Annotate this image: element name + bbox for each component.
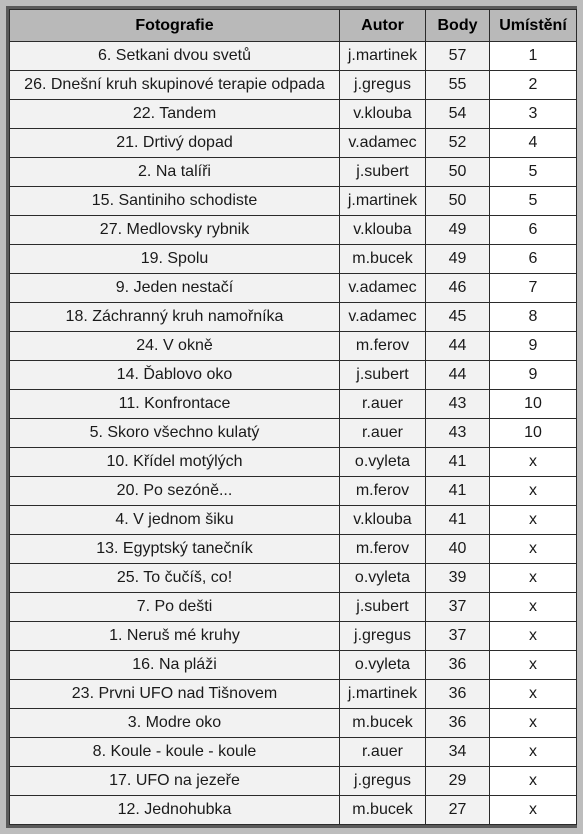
table-row bbox=[10, 767, 577, 796]
photo-cell: 24. V okně bbox=[10, 332, 340, 361]
header-row bbox=[10, 10, 577, 42]
photo-cell: 17. UFO na jezeře bbox=[10, 767, 340, 796]
photo-cell: 25. To čučíš, co! bbox=[10, 564, 340, 593]
points-cell: 57 bbox=[426, 42, 490, 71]
photo-cell: 22. Tandem bbox=[10, 100, 340, 129]
photo-cell: 16. Na pláži bbox=[10, 651, 340, 680]
photo-cell: 23. Prvni UFO nad Tišnovem bbox=[10, 680, 340, 709]
author-cell: j.gregus bbox=[340, 767, 426, 796]
place-cell: x bbox=[490, 593, 577, 622]
points-cell: 52 bbox=[426, 129, 490, 158]
photo-cell: 4. V jednom šiku bbox=[10, 506, 340, 535]
table-row bbox=[10, 71, 577, 100]
table-row bbox=[10, 419, 577, 448]
table-body bbox=[10, 42, 577, 825]
points-cell: 43 bbox=[426, 390, 490, 419]
photo-cell: 11. Konfrontace bbox=[10, 390, 340, 419]
table-row bbox=[10, 245, 577, 274]
results-table bbox=[9, 9, 577, 825]
points-cell: 39 bbox=[426, 564, 490, 593]
points-cell: 49 bbox=[426, 245, 490, 274]
photo-cell: 3. Modre oko bbox=[10, 709, 340, 738]
author-cell: m.ferov bbox=[340, 332, 426, 361]
table-row bbox=[10, 361, 577, 390]
place-cell: 4 bbox=[490, 129, 577, 158]
place-cell: x bbox=[490, 651, 577, 680]
points-cell: 45 bbox=[426, 303, 490, 332]
place-cell: x bbox=[490, 477, 577, 506]
place-cell: 9 bbox=[490, 332, 577, 361]
photo-cell: 5. Skoro všechno kulatý bbox=[10, 419, 340, 448]
author-cell: j.martinek bbox=[340, 680, 426, 709]
points-cell: 36 bbox=[426, 709, 490, 738]
author-cell: m.bucek bbox=[340, 245, 426, 274]
author-cell: j.subert bbox=[340, 593, 426, 622]
place-cell: 8 bbox=[490, 303, 577, 332]
author-cell: v.adamec bbox=[340, 129, 426, 158]
place-cell: x bbox=[490, 796, 577, 825]
table-row bbox=[10, 709, 577, 738]
photo-cell: 12. Jednohubka bbox=[10, 796, 340, 825]
photo-cell: 9. Jeden nestačí bbox=[10, 274, 340, 303]
place-cell: 1 bbox=[490, 42, 577, 71]
points-cell: 55 bbox=[426, 71, 490, 100]
author-cell: v.adamec bbox=[340, 303, 426, 332]
author-cell: o.vyleta bbox=[340, 448, 426, 477]
photo-cell: 14. Ďablovo oko bbox=[10, 361, 340, 390]
photo-cell: 7. Po dešti bbox=[10, 593, 340, 622]
table-row bbox=[10, 477, 577, 506]
table-row bbox=[10, 158, 577, 187]
table-row bbox=[10, 506, 577, 535]
points-cell: 50 bbox=[426, 158, 490, 187]
author-cell: m.bucek bbox=[340, 796, 426, 825]
table-row bbox=[10, 535, 577, 564]
author-cell: j.subert bbox=[340, 158, 426, 187]
points-cell: 44 bbox=[426, 361, 490, 390]
table-row bbox=[10, 680, 577, 709]
points-cell: 41 bbox=[426, 448, 490, 477]
points-cell: 43 bbox=[426, 419, 490, 448]
points-cell: 40 bbox=[426, 535, 490, 564]
place-cell: x bbox=[490, 709, 577, 738]
photo-cell: 2. Na talíři bbox=[10, 158, 340, 187]
photo-cell: 27. Medlovsky rybnik bbox=[10, 216, 340, 245]
points-cell: 49 bbox=[426, 216, 490, 245]
author-cell: r.auer bbox=[340, 390, 426, 419]
author-cell: m.ferov bbox=[340, 535, 426, 564]
place-cell: x bbox=[490, 680, 577, 709]
place-cell: 5 bbox=[490, 187, 577, 216]
author-cell: o.vyleta bbox=[340, 564, 426, 593]
table-row bbox=[10, 216, 577, 245]
place-cell: 5 bbox=[490, 158, 577, 187]
photo-cell: 18. Záchranný kruh namořníka bbox=[10, 303, 340, 332]
table-row bbox=[10, 651, 577, 680]
points-cell: 37 bbox=[426, 622, 490, 651]
photo-cell: 26. Dnešní kruh skupinové terapie odpada bbox=[10, 71, 340, 100]
column-header-photo: Fotografie bbox=[10, 10, 340, 42]
table-row bbox=[10, 129, 577, 158]
place-cell: 6 bbox=[490, 216, 577, 245]
place-cell: 2 bbox=[490, 71, 577, 100]
photo-cell: 13. Egyptský tanečník bbox=[10, 535, 340, 564]
photo-cell: 21. Drtivý dopad bbox=[10, 129, 340, 158]
author-cell: j.martinek bbox=[340, 42, 426, 71]
place-cell: 6 bbox=[490, 245, 577, 274]
photo-cell: 20. Po sezóně... bbox=[10, 477, 340, 506]
author-cell: r.auer bbox=[340, 738, 426, 767]
table-header bbox=[10, 10, 577, 42]
place-cell: x bbox=[490, 564, 577, 593]
points-cell: 34 bbox=[426, 738, 490, 767]
table-row bbox=[10, 274, 577, 303]
author-cell: v.klouba bbox=[340, 100, 426, 129]
table-row bbox=[10, 448, 577, 477]
author-cell: r.auer bbox=[340, 419, 426, 448]
photo-cell: 6. Setkani dvou svetů bbox=[10, 42, 340, 71]
points-cell: 46 bbox=[426, 274, 490, 303]
place-cell: x bbox=[490, 535, 577, 564]
place-cell: x bbox=[490, 448, 577, 477]
place-cell: x bbox=[490, 738, 577, 767]
author-cell: j.gregus bbox=[340, 71, 426, 100]
table-row bbox=[10, 332, 577, 361]
table-row bbox=[10, 100, 577, 129]
author-cell: j.subert bbox=[340, 361, 426, 390]
column-header-place: Umístění bbox=[490, 10, 577, 42]
table-row bbox=[10, 390, 577, 419]
table-row bbox=[10, 187, 577, 216]
table-row bbox=[10, 593, 577, 622]
points-cell: 36 bbox=[426, 651, 490, 680]
table-row bbox=[10, 796, 577, 825]
points-cell: 44 bbox=[426, 332, 490, 361]
place-cell: 9 bbox=[490, 361, 577, 390]
table-row bbox=[10, 564, 577, 593]
points-cell: 50 bbox=[426, 187, 490, 216]
table-row bbox=[10, 303, 577, 332]
place-cell: 3 bbox=[490, 100, 577, 129]
points-cell: 41 bbox=[426, 506, 490, 535]
table-row bbox=[10, 738, 577, 767]
place-cell: x bbox=[490, 622, 577, 651]
author-cell: j.martinek bbox=[340, 187, 426, 216]
author-cell: v.klouba bbox=[340, 506, 426, 535]
place-cell: 10 bbox=[490, 419, 577, 448]
points-cell: 41 bbox=[426, 477, 490, 506]
author-cell: m.bucek bbox=[340, 709, 426, 738]
column-header-points: Body bbox=[426, 10, 490, 42]
author-cell: m.ferov bbox=[340, 477, 426, 506]
photo-cell: 10. Křídel motýlých bbox=[10, 448, 340, 477]
photo-cell: 15. Santiniho schodiste bbox=[10, 187, 340, 216]
table-row bbox=[10, 622, 577, 651]
points-cell: 36 bbox=[426, 680, 490, 709]
author-cell: j.gregus bbox=[340, 622, 426, 651]
points-cell: 29 bbox=[426, 767, 490, 796]
points-cell: 37 bbox=[426, 593, 490, 622]
author-cell: o.vyleta bbox=[340, 651, 426, 680]
photo-cell: 19. Spolu bbox=[10, 245, 340, 274]
photo-cell: 8. Koule - koule - koule bbox=[10, 738, 340, 767]
photo-cell: 1. Neruš mé kruhy bbox=[10, 622, 340, 651]
author-cell: v.klouba bbox=[340, 216, 426, 245]
place-cell: 10 bbox=[490, 390, 577, 419]
place-cell: 7 bbox=[490, 274, 577, 303]
points-cell: 27 bbox=[426, 796, 490, 825]
points-cell: 54 bbox=[426, 100, 490, 129]
place-cell: x bbox=[490, 506, 577, 535]
place-cell: x bbox=[490, 767, 577, 796]
table-row bbox=[10, 42, 577, 71]
column-header-author: Autor bbox=[340, 10, 426, 42]
author-cell: v.adamec bbox=[340, 274, 426, 303]
